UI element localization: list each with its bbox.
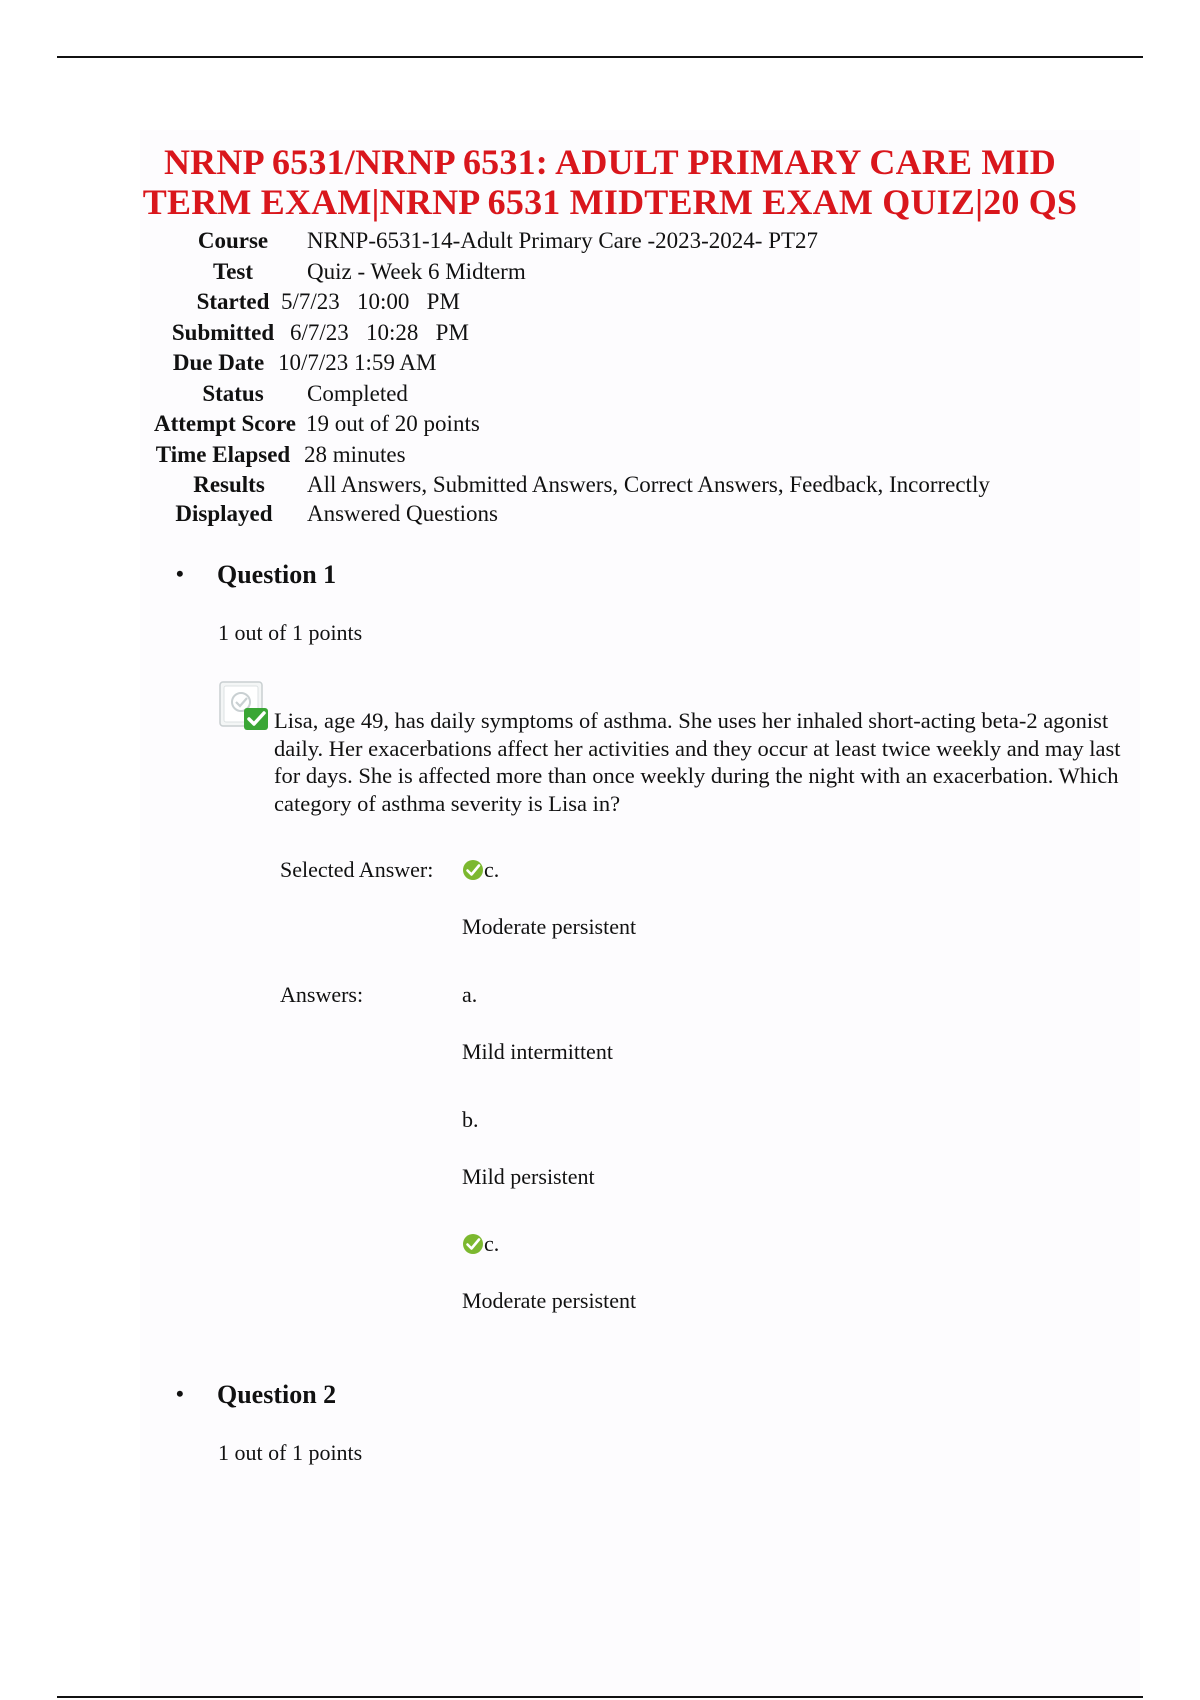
meta-value-time-elapsed: 28 minutes — [304, 441, 406, 467]
graded-correct-icon — [218, 680, 270, 732]
meta-value-results-displayed: All Answers, Submitted Answers, Correct Answers, Feedback, Incorrectly Answered Questions — [307, 472, 990, 526]
meta-label-status: Status — [202, 380, 264, 406]
question-1-points: 1 out of 1 points — [218, 620, 363, 645]
question-1-heading — [176, 560, 336, 590]
meta-value-started: 5/7/23 10:00 PM — [281, 289, 460, 314]
meta-label-results-displayed — [174, 470, 274, 528]
meta-label-results-line1: Results — [193, 472, 265, 497]
meta-label-course: Course — [197, 228, 269, 253]
meta-value-course: NRNP-6531-14-Adult Primary Care -2023-2024- PT27 — [307, 228, 819, 253]
meta-value-status: Completed — [307, 380, 408, 406]
answer-c-text: Moderate persistent — [462, 1288, 637, 1313]
page-title: NRNP 6531/NRNP 6531: ADULT PRIMARY CARE MID TERM EXAM|NRNP 6531 MIDTERM EXAM QUIZ|20 QS — [142, 142, 1078, 222]
answer-c-letter-text: c. — [484, 1231, 500, 1256]
selected-answer-letter-text: c. — [484, 857, 500, 882]
question-1-title: Question 1 — [217, 560, 337, 589]
answer-a-text: Mild intermittent — [462, 1039, 613, 1064]
answer-b-text: Mild persistent — [462, 1164, 595, 1189]
bullet: • — [176, 561, 184, 586]
answers-label: Answers: — [280, 982, 364, 1007]
question-2-title: Question 2 — [217, 1380, 337, 1409]
meta-label-test: Test — [212, 258, 254, 284]
answer-b-letter: b. — [462, 1107, 479, 1132]
question-2-points: 1 out of 1 points — [218, 1440, 363, 1465]
check-circle-icon — [462, 1233, 484, 1255]
question-1-text: Lisa, age 49, has daily symptoms of asthma. She uses her inhaled short-acting beta-2 agonist daily. Her exacerbations affect her activities and they occur at least twice weekly and may last for days. She is affected more than once weekly during the night with an exacerbation. Which category of asthma severity is Lisa in? — [274, 708, 1121, 816]
bullet: • — [176, 1381, 184, 1406]
meta-value-submitted: 6/7/23 10:28 PM — [290, 319, 469, 345]
selected-answer-letter — [462, 857, 499, 883]
check-circle-icon — [462, 859, 484, 881]
top-rule — [57, 56, 1143, 58]
meta-label-started: Started — [196, 289, 270, 314]
meta-value-test: Quiz - Week 6 Midterm — [307, 258, 526, 284]
selected-answer-label: Selected Answer: — [280, 857, 434, 882]
meta-label-submitted: Submitted — [171, 319, 275, 345]
meta-value-attempt-score: 19 out of 20 points — [306, 411, 480, 436]
meta-label-attempt-score: Attempt Score — [154, 411, 296, 436]
bottom-rule — [57, 1696, 1143, 1698]
selected-answer-text: Moderate persistent — [462, 914, 637, 939]
meta-value-due-date: 10/7/23 1:59 AM — [278, 350, 437, 375]
answer-c-letter — [462, 1231, 499, 1257]
meta-label-results-line2: Displayed — [175, 501, 273, 526]
question-2-heading — [176, 1380, 336, 1410]
answer-a-letter: a. — [462, 982, 478, 1007]
meta-label-due-date: Due Date — [172, 350, 265, 375]
meta-label-time-elapsed: Time Elapsed — [155, 441, 291, 467]
